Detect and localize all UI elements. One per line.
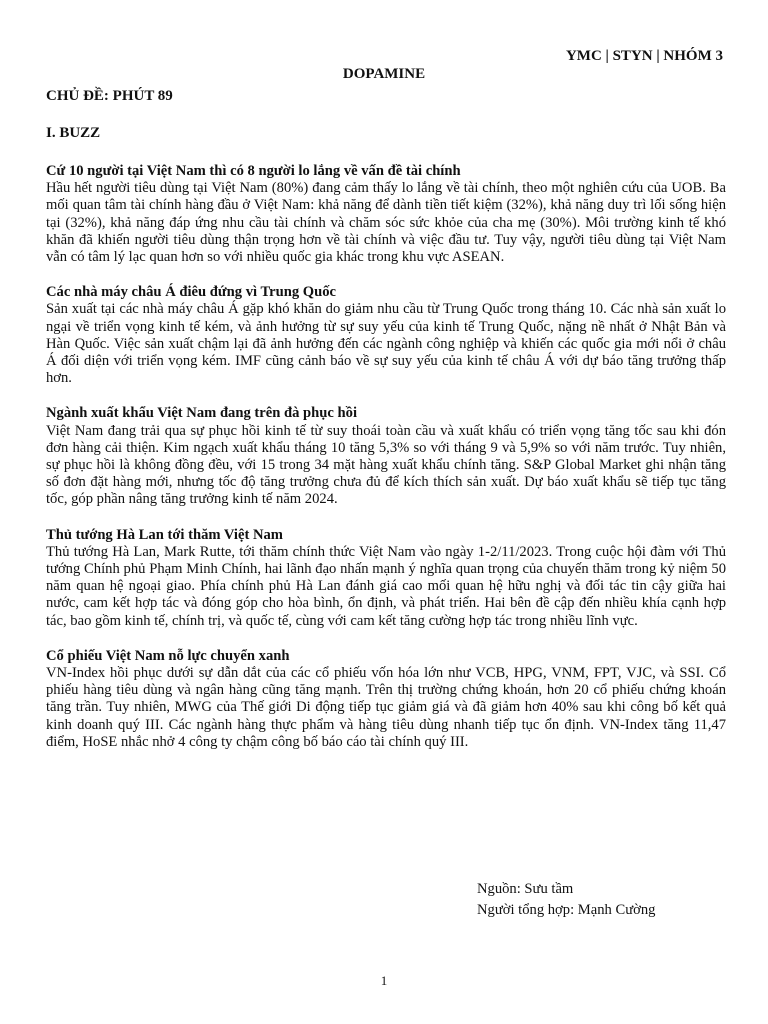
topic-heading: CHỦ ĐỀ: PHÚT 89	[46, 88, 173, 104]
article-body: Hầu hết người tiêu dùng tại Việt Nam (80%) đang cảm thấy lo lắng về tài chính, theo một nghiên cứu của UOB. Ba mối quan tâm tài chính hàng đầu ở Việt Nam: khả năng để dành tiền tiết kiệm (32%), khả năng duy trì lối sống hiện tại (32%), khả năng đáp ứng nhu cầu tài chính và chăm sóc sức khỏe của cha mẹ (30%). Môi trường kinh tế khó khăn đã khiến người tiêu dùng thận trọng hơn về tài chính và việc đầu tư. Tuy vậy, người tiêu dùng tại Việt Nam vẫn có tâm lý lạc quan hơn so với nhiều quốc gia khác trong khu vực ASEAN.	[46, 180, 726, 266]
source-credit: Nguồn: Sưu tầm	[477, 881, 574, 897]
article-body: Việt Nam đang trải qua sự phục hồi kinh tế từ suy thoái toàn cầu và xuất khẩu có triển vọng tăng tốc sau khi đón đơn hàng cải thiện. Kim ngạch xuất khẩu tháng 10 tăng 5,3% so với tháng 9 và 5,9% so với năm trước. Tuy nhiên, sự phục hồi là không đồng đều, với 15 trong 34 mặt hàng xuất khẩu chính tăng. S&P Global Market ghi nhận tăng số đơn đặt hàng mới, nhưng tốc độ tăng trưởng chưa đủ để kích thích sản xuất. Dự báo xuất khẩu sẽ tiếp tục tăng tốc, góp phần nâng tăng trưởng kinh tế năm 2024.	[46, 422, 726, 508]
article-item	[46, 527, 726, 630]
org-label: YMC | STYN | NHÓM 3	[565, 48, 723, 64]
credits-block	[477, 879, 655, 921]
article-item	[46, 163, 726, 266]
section-heading: I. BUZZ	[46, 125, 101, 141]
article-item	[46, 648, 726, 751]
page-number: 1	[380, 973, 388, 988]
article-body: Thủ tướng Hà Lan, Mark Rutte, tới thăm chính thức Việt Nam vào ngày 1-2/11/2023. Trong cuộc hội đàm với Thủ tướng Chính phủ Phạm Minh Chính, hai lãnh đạo nhấn mạnh ý nghĩa quan trọng của chuyến thăm trong kỷ niệm 50 năm quan hệ ngoại giao. Phía chính phủ Hà Lan đánh giá cao mối quan hệ hữu nghị và đối tác tin cậy giữa hai nước, cam kết hợp tác và đóng góp cho hòa bình, ổn định, và phát triển. Hai bên đề cập đến nhiều khía cạnh hợp tác, bao gồm kinh tế, chính trị, và quốc tế, cùng với cam kết tăng cường hợp tác trong nhiều lĩnh vực.	[46, 543, 726, 629]
compiler-credit: Người tổng hợp: Mạnh Cường	[477, 902, 656, 918]
article-item	[46, 405, 726, 508]
brand-title: DOPAMINE	[342, 66, 426, 82]
article-title: Ngành xuất khẩu Việt Nam đang trên đà phục hồi	[46, 405, 358, 422]
article-item	[46, 284, 726, 387]
article-body: VN-Index hồi phục dưới sự dẫn dắt của các cổ phiếu vốn hóa lớn như VCB, HPG, VNM, FPT, VJC, và SSI. Cổ phiếu hàng tiêu dùng và ngân hàng cũng tăng mạnh. Trên thị trường chứng khoán, hơn 20 cổ phiếu chứng khoán tăng trần. Tuy nhiên, MWG của Thế giới Di động tiếp tục giảm giá và đã giảm hơn 40% sau khi công bố kết quả kinh doanh quý III. Các ngành hàng thực phẩm và hàng tiêu dùng nhanh tiếp tục ổn định. VN-Index tăng 11,47 điểm, HoSE nhắc nhở 4 công ty chậm công bố báo cáo tài chính quý III.	[46, 665, 726, 750]
article-title: Cứ 10 người tại Việt Nam thì có 8 người lo lắng về vấn đề tài chính	[46, 163, 461, 179]
article-list	[46, 163, 726, 769]
article-title: Cổ phiếu Việt Nam nỗ lực chuyển xanh	[46, 647, 290, 664]
article-title: Các nhà máy châu Á điêu đứng vì Trung Quốc	[46, 284, 337, 301]
article-body: Sản xuất tại các nhà máy châu Á gặp khó khăn do giảm nhu cầu từ Trung Quốc trong tháng 10. Các nhà sản xuất lo ngại về triển vọng kinh tế kém, và ảnh hưởng từ sự suy yếu của kinh tế Trung Quốc, nặng nề nhất ở Nhật Bản và Hàn Quốc. Việc sản xuất chậm lại đã ảnh hưởng đến các ngành công nghiệp và khiến các quốc gia mới nổi ở châu Á đối diện với triển vọng kém. IMF cũng cảnh báo về sự suy yếu của kinh tế châu Á với dự báo tăng trưởng thấp hơn.	[46, 301, 726, 387]
article-title: Thủ tướng Hà Lan tới thăm Việt Nam	[46, 526, 283, 543]
